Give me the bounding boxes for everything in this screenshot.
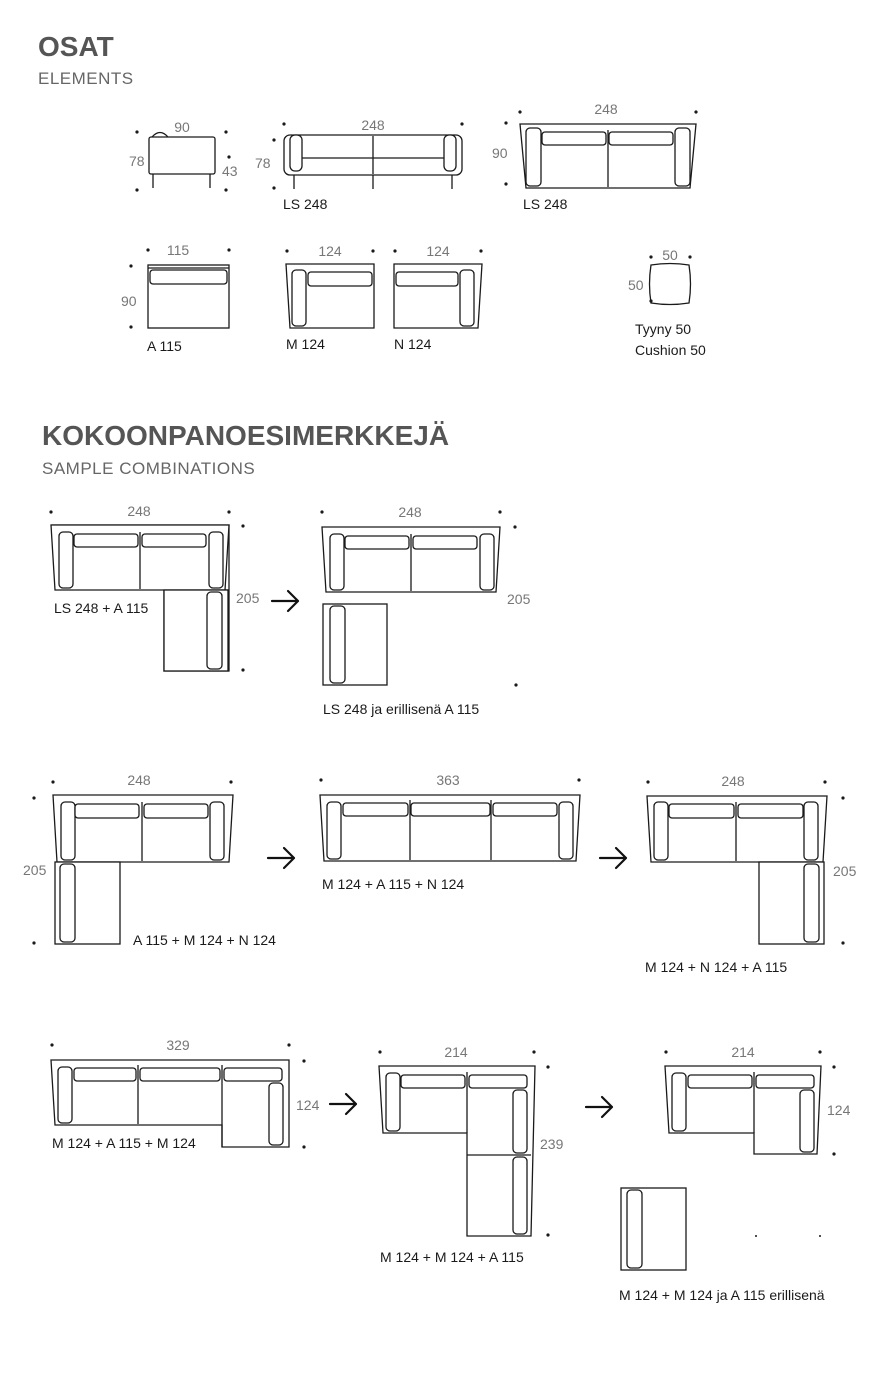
combo-ls248-a115-depth: 205 xyxy=(236,590,260,606)
ls-248-top-label: LS 248 xyxy=(523,196,568,212)
combo-m124-m124-a115-label: M 124 + M 124 + A 115 xyxy=(380,1249,524,1265)
ls-248-top-drawing xyxy=(504,110,697,188)
arrow-row3-first xyxy=(330,1094,356,1114)
cushion-width: 50 xyxy=(662,247,678,263)
m-124-drawing xyxy=(285,249,374,328)
elements-subtitle: ELEMENTS xyxy=(38,69,134,88)
combo-m124-a115-m124-label: M 124 + A 115 + M 124 xyxy=(52,1135,196,1151)
combo-m124-n124-a115-drawing xyxy=(646,780,844,944)
combinations-title: KOKOONPANOESIMERKKEJÄ xyxy=(42,420,450,451)
combo-m124-m124-separate-width: 214 xyxy=(731,1044,755,1060)
combo-m124-n124-a115-depth: 205 xyxy=(833,863,857,879)
m-124-width: 124 xyxy=(318,243,342,259)
m-124-label: M 124 xyxy=(286,336,325,352)
combo-ls248-separate-a115-drawing xyxy=(320,510,517,686)
ls-248-top-width: 248 xyxy=(594,101,618,117)
combo-ls248-separate-width: 248 xyxy=(398,504,422,520)
combo-m124-n124-a115-width: 248 xyxy=(721,773,745,789)
arrow-row2-first xyxy=(268,848,294,868)
combinations-subtitle: SAMPLE COMBINATIONS xyxy=(42,459,256,478)
cushion-height: 50 xyxy=(628,277,644,293)
combo-m124-n124-a115-label: M 124 + N 124 + A 115 xyxy=(645,959,788,975)
a-115-label: A 115 xyxy=(147,338,182,354)
arrow-row1 xyxy=(272,591,298,611)
combo-a115-m124-n124-label: A 115 + M 124 + N 124 xyxy=(133,932,276,948)
elements-title: OSAT xyxy=(38,31,114,62)
n-124-drawing xyxy=(393,249,482,328)
combo-m124-m124-separate-a115-drawing xyxy=(621,1050,836,1270)
ls-248-front-width: 248 xyxy=(361,117,385,133)
combo-a115-m124-n124-drawing xyxy=(32,780,233,944)
arrow-row3-second xyxy=(586,1097,612,1117)
a-115-drawing xyxy=(129,248,230,328)
combo-ls248-a115-width: 248 xyxy=(127,503,151,519)
ls-248-top-depth: 90 xyxy=(492,145,508,161)
combo-m124-a115-n124-drawing xyxy=(319,778,580,861)
combo-a115-m124-n124-depth: 205 xyxy=(23,862,47,878)
n-124-label: N 124 xyxy=(394,336,432,352)
side-view-width: 90 xyxy=(174,119,190,135)
combo-ls248-a115-drawing xyxy=(49,510,244,671)
combo-m124-m124-a115-width: 214 xyxy=(444,1044,468,1060)
side-view-seat-height: 43 xyxy=(222,163,238,179)
a-115-depth: 90 xyxy=(121,293,137,309)
combo-m124-a115-n124-label: M 124 + A 115 + N 124 xyxy=(322,876,465,892)
combo-m124-a115-m124-width: 329 xyxy=(166,1037,190,1053)
combo-m124-m124-a115-drawing xyxy=(378,1050,549,1236)
combo-a115-m124-n124-width: 248 xyxy=(127,772,151,788)
cushion-label-fi: Tyyny 50 xyxy=(635,321,692,337)
combo-m124-a115-n124-width: 363 xyxy=(436,772,460,788)
ls-248-front-label: LS 248 xyxy=(283,196,328,212)
arrow-row2-second xyxy=(600,848,626,868)
combo-m124-m124-separate-depth: 124 xyxy=(827,1102,851,1118)
combo-ls248-separate-depth: 205 xyxy=(507,591,531,607)
combo-ls248-separate-label: LS 248 ja erillisenä A 115 xyxy=(323,701,480,717)
combo-m124-a115-m124-depth: 124 xyxy=(296,1097,320,1113)
cushion-label-en: Cushion 50 xyxy=(635,342,706,358)
combo-m124-m124-separate-label: M 124 + M 124 ja A 115 erillisenä xyxy=(619,1287,825,1303)
a-115-width: 115 xyxy=(166,242,190,258)
combo-m124-m124-a115-depth: 239 xyxy=(540,1136,564,1152)
side-view-height: 78 xyxy=(129,153,145,169)
n-124-width: 124 xyxy=(426,243,450,259)
combo-ls248-a115-label: LS 248 + A 115 xyxy=(54,600,149,616)
combo-m124-a115-m124-drawing xyxy=(50,1043,305,1148)
side-view-drawing xyxy=(135,130,230,191)
ls-248-front-height: 78 xyxy=(255,155,271,171)
